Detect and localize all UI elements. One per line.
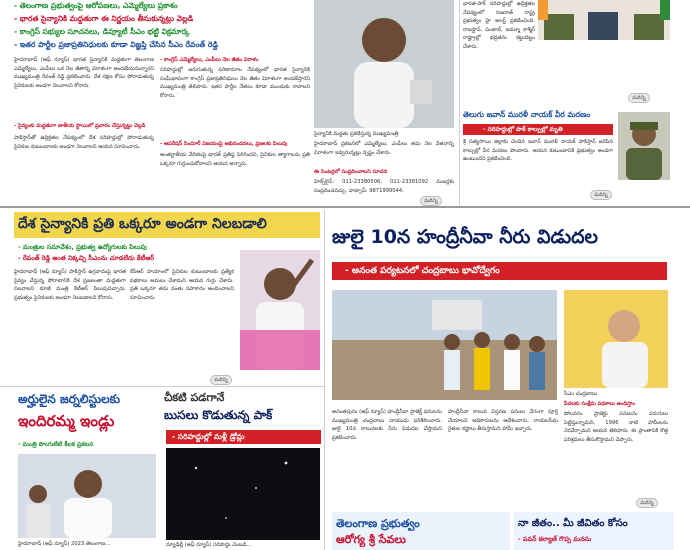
cbn-photo (564, 290, 668, 388)
army-story-body: హైదరాబాద్ (ఆఫ్ న్యూస్) పాకిస్తాన్ ఉగ్రవాదంపై భారత సైన్యం చేస్తున్న పోరాటానికి దేశ ప్రజలంతా మద్దతుగా నిలవాలని మాజీ మంత్రి కేటీఆర్ పిలుపునిచ్చారు. ప్రభుత్వం సైనికులకు అండగా నిలబడాలని కోరారు. (14, 269, 126, 301)
mid-body: సరిహద్దుల్లో జరుగుతున్న పరిణామాల నేపథ్యంలో భారత సైన్యానికి సంఘీభావంగా కాంగ్రెస్ ప్రజాప్రతినిధులు నెల జీతం విరాళంగా అందజేస్తారని ముఖ్యమంత్రి తెలిపారు. ఇతర పార్టీల నేతలు కూడా ముందుకు రావాలని కోరారు. (160, 67, 310, 99)
more-button-3[interactable]: మరిన్ని (590, 190, 612, 200)
right-story-body: భారత-పాక్ సరిహద్దుల్లో ఉద్రిక్తతల నేపథ్యంలో గుజరాత్ రాష్ట్ర ప్రభుత్వం హై అలర్ట్ ప్రకటించింది. రాజస్థాన్, పంజాబ్, జమ్మూ కాశ్మీర్ రాష్ట్రాల్లో భద్రతను కట్టుదిట్టం చేశారు. (463, 1, 535, 50)
officials-photo (538, 0, 670, 40)
person-silhouette-icon (314, 0, 454, 128)
more-button-4[interactable]: మరిన్ని (210, 375, 232, 385)
handri-neeva-headline: జులై 10న హంద్రీనీవా నీరు విడుదల (332, 226, 599, 248)
cbn-visit-subhead: - అనంత పర్యటనలో చంద్రబాబు భావోద్వేగం (345, 266, 500, 276)
journalist-body: హైదరాబాద్ (ఆఫ్ న్యూస్) 2023 తెలంగాణ... (18, 541, 111, 547)
ktr-photo-art (240, 250, 320, 370)
army-support-headline: దేశ సైన్యానికి ప్రతి ఒక్కరూ అండగా నిలబడాలి (18, 216, 267, 232)
lead-story-body: హైదరాబాద్ (ఆఫ్ న్యూస్) భారత సైన్యానికి మద్దతుగా తెలంగాణ ఎమ్మెల్యేలు, ఎంపీలు ఒక నెల జీతాన్ని విరాళంగా అందజేయనున్నారని ముఖ్యమంత్రి రేవంత్ రెడ్డి ప్రకటించారు. దేశ రక్షణ కోసం పోరాడుతున్న సైనికులకు అండగా నిలవాలని కోరారు. (14, 57, 154, 89)
mid-body-2: అంతర్జాతీయ వేదికలపై భారత్ ప్రతిష్ఠ పెరిగిందని, సైనికుల త్యాగాలను ప్రతి ఒక్కరూ గుర్తుంచుకోవాలని ఆయన అన్నారు. (160, 152, 310, 167)
canal-photo-art (332, 290, 557, 400)
night-photo-art (166, 448, 320, 540)
telangana-headline-2: ఆరోగ్య శ్రీ సేవలు (336, 533, 406, 546)
top-bullet-4: - ఇతర పార్టీల ప్రజాప్రతినిధులకు కూడా విజ్ఞప్తి చేసిన సీఎం రేవంత్ రెడ్డి (14, 40, 218, 49)
top-bullet-2: - భారత సైన్యానికి మద్దతుగా ఈ నిర్ణయం తీసుకున్నట్లు వెల్లడి (14, 14, 194, 23)
cbn-body: పోలవరం ప్రాజెక్టు పనులను పరుగులు పెట్టిస్తున్నామని, 1996 నాటి హామీలను నెరవేర్చామని ఆయన తెలిపారు. ఈ ప్రాంతానికి కొత్త పరిశ్రమలు తీసుకొస్తామని చెప్పారు. (564, 411, 668, 443)
jawan-story-subhead: - సరిహద్దుల్లో పాక్ కాల్పుల్లో మృతి (463, 124, 613, 135)
row3-divider (0, 386, 324, 387)
cbn-subhead: పేదలకు సంక్షేమ పథకాలు అందిస్తాం (564, 401, 636, 407)
army-story-body-2: కేసీఆర్ హయాంలో సైనికుల కుటుంబాలకు ప్రత్యేక పథకాలు అమలు చేశామని ఆయన గుర్తు చేశారు. ప్రతి ఒక్కరూ తమ వంతు సహకారం అందించాలని సూచించారు. (130, 269, 234, 301)
ponguleti-photo-art (18, 454, 156, 538)
army-bullet-2: - రేవంత్ రెడ్డి అంత నిక్కచ్చి సీఎంను చూడలేదు కేటీఆర్ (18, 254, 155, 262)
lead-story-subhead: - సైన్యంకు మద్దతుగా జాతీయ స్థాయిలో ప్రచారం చేస్తున్నట్టు వెల్లడి (14, 123, 146, 129)
section-divider (0, 206, 690, 208)
cm-revanth-photo (314, 0, 454, 128)
pak-body: న్యూఢిల్లీ (ఆఫ్ న్యూస్) సరిహద్దు వెంబడి... (166, 542, 252, 548)
handri-story-body-2: హంద్రీనీవా కాలువ విస్తరణ పనులు వేగంగా పూర్తి చేయాలని అధికారులను ఆదేశించారు. రాయలసీమ రైతుల కష్టాలు తీరుస్తామని హామీ ఇచ్చారు. (448, 409, 558, 433)
more-button-1[interactable]: మరిన్ని (420, 196, 442, 206)
helpline-body: హైదరాబాద్ ప్రకటనలో ఎమ్మెల్యేలు, ఎంపీలు తమ నెల వేతనాన్ని విరాళంగా ఇవ్వనున్నట్లు స్పష్టం చేశారు. (314, 141, 454, 156)
helpline-subhead: ఈ సెంటర్లలో సంప్రదించాలని సూచన (314, 169, 388, 175)
officials-photo-art (538, 0, 670, 40)
top-bullets (14, 0, 314, 52)
journalist-headline-2: ఇందిరమ్మ ఇండ్లు (18, 412, 115, 430)
more-button-2[interactable]: మరిన్ని (628, 93, 650, 103)
jawan-photo (618, 112, 670, 180)
telangana-headline-1: తెలంగాణ ప్రభుత్వం (336, 517, 420, 530)
helpline-numbers: హెల్ప్‌లైన్: 011-23380506, 011-23381092 నంబర్లకు సంప్రదించవచ్చు. వాట్సాప్: 9871999044. (314, 179, 454, 194)
ponguleti-photo (18, 454, 156, 538)
ktr-photo (240, 250, 320, 370)
journalist-headline-1: అర్హులైన జర్నలిస్టులకు (18, 392, 121, 406)
column-divider (459, 0, 460, 205)
handri-story-body: అనంతపురం (ఆఫ్ న్యూస్) హంద్రీనీవా ప్రాజెక్ట్ పనులను ముఖ్యమంత్రి చంద్రబాబు నాయుడు పరిశీలించారు. జులై 10న కాలువలకు నీరు విడుదల చేస్తామని ప్రకటించారు. (332, 409, 442, 441)
pak-headline-1: చీకటి పడగానే (164, 391, 225, 404)
lead-photo-caption: సైన్యానికి మద్దతు ప్రకటిస్తున్న ముఖ్యమంత్రి (314, 131, 399, 137)
army-bullet-1: - మంత్రుల సమావేశం, ప్రభుత్వ ఉద్యోగులకు పిలుపు (18, 243, 147, 251)
column-divider-2 (324, 210, 325, 550)
cbn-photo-art (564, 290, 668, 388)
pak-subhead: - సరిహద్దుల్లో మళ్లీ డ్రోన్లు (166, 430, 321, 444)
more-button-5[interactable]: మరిన్ని (636, 498, 658, 508)
cbn-caption: సీఎం చంద్రబాబు (564, 391, 598, 397)
journalist-subhead: - మంత్రి పొంగులేటి కీలక ప్రకటన (18, 441, 94, 448)
top-bullet-1: - తెలంగాణ ప్రభుత్వంపై ఆరోపణలు, ఎమ్మెల్యేలు ప్రకాశం (14, 1, 178, 10)
night-sky-photo (166, 448, 320, 540)
canal-inspection-photo (332, 290, 557, 400)
mid-subhead-2: - ఆపరేషన్ సిందూర్ విజయంపై అభినందనలు, ప్రజలకు పిలుపు (160, 141, 288, 147)
mid-subhead: - కాంగ్రెస్ ఎమ్మెల్యేలు, ఎంపీలు నెల జీతం విరాళం (160, 57, 259, 63)
top-bullet-3: - కాంగ్రెస్ సభ్యుల సూచనలు, డిప్యూటీ సీఎం భట్టి విక్రమార్క (14, 27, 190, 36)
pawan-headline: నా జీతం.. మీ జీవితం కోసం (518, 518, 628, 529)
jawan-story-headline: తెలుగు జవాన్ మురళీ నాయక్ వీర మరణం (463, 110, 591, 119)
jawan-photo-art (618, 112, 670, 180)
jawan-story-body: శ్రీ సత్యసాయి జిల్లాకు చెందిన జవాన్ మురళీ నాయక్ పాకిస్తాన్ జరిపిన కాల్పుల్లో వీర మరణం పొందారు. ఆయన కుటుంబానికి ప్రభుత్వం అండగా ఉంటుందని ప్రకటించింది. (463, 139, 613, 163)
pawan-subhead: - పవన్ కల్యాణ్ గొప్ప మనసు (518, 535, 592, 543)
lead-story-body-2: పాకిస్తాన్‌తో ఉద్రిక్తతల నేపథ్యంలో దేశ సరిహద్దుల్లో పోరాడుతున్న సైనికుల కుటుంబాలకు అండగా నిలవాలని ఆయన సూచించారు. (14, 135, 154, 150)
pak-headline-2: బుసలు కొడుతున్న పాక్ (164, 408, 273, 422)
